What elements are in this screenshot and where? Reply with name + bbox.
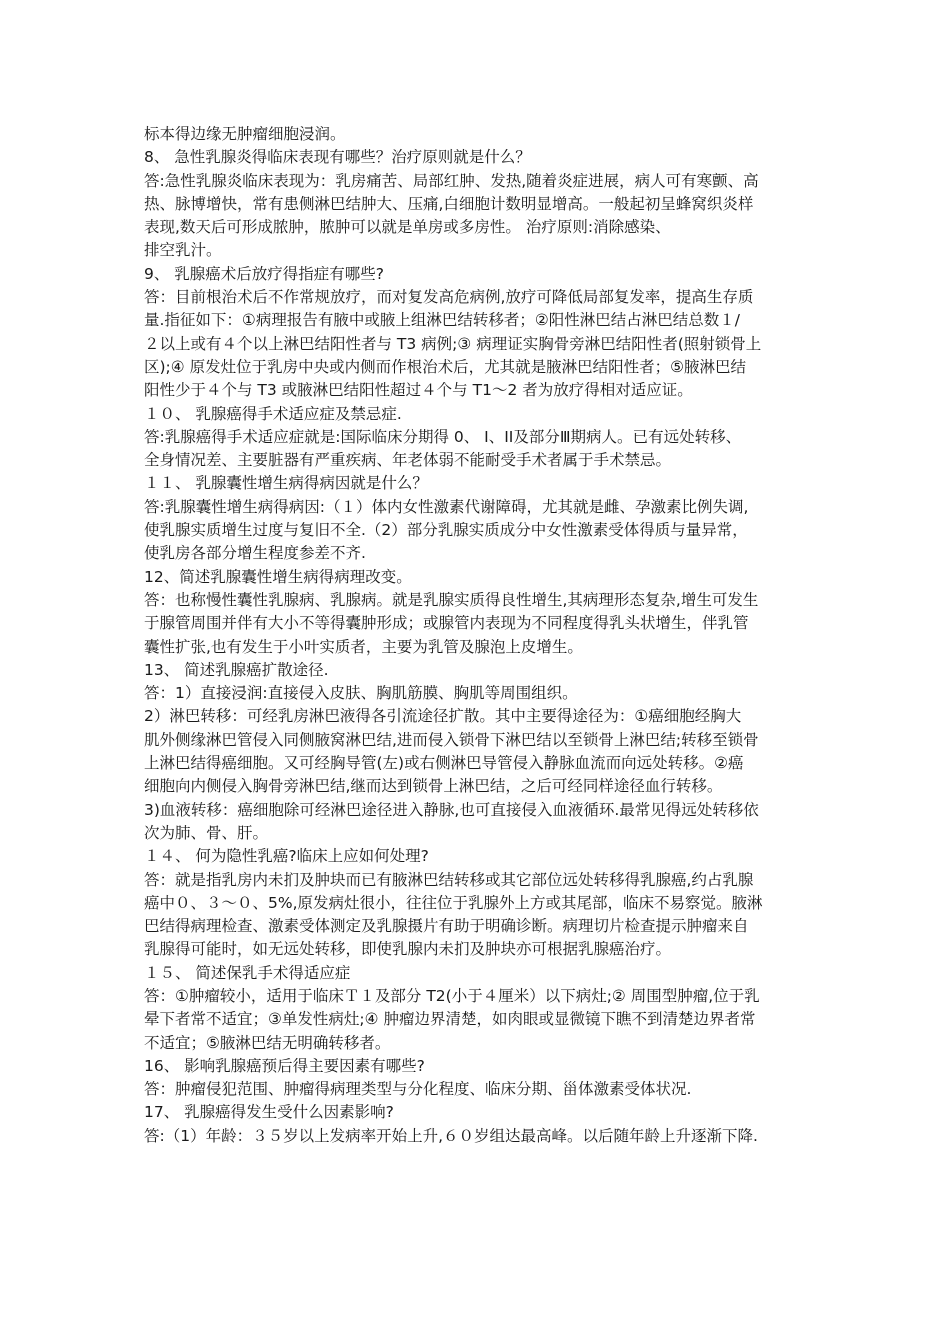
text-line: 不适宜；⑤腋淋巴结无明确转移者。	[144, 1033, 391, 1052]
text-line: 答:（1）年龄：３５岁以上发病率开始上升,６０岁组达最高峰。以后随年龄上升逐渐下降.	[144, 1126, 758, 1145]
text-line: １５、 简述保乳手术得适应症	[144, 963, 351, 982]
text-line: １０、 乳腺癌得手术适应症及禁忌症.	[144, 404, 402, 423]
text-line: 使乳腺实质增生过度与复旧不全.（2）部分乳腺实质成分中女性激素受体得质与量异常，	[144, 521, 748, 540]
text-line: 答：就是指乳房内未扪及肿块而已有腋淋巴结转移或其它部位远处转移得乳腺癌,约占乳腺	[144, 870, 754, 889]
text-line: 9、 乳腺癌术后放疗得指症有哪些?	[144, 264, 385, 283]
text-line: 热、脉博增快，常有患侧淋巴结肿大、压痛,白细胞计数明显增高。一般起初呈蜂窝织炎样	[144, 194, 754, 213]
text-line: 晕下者常不适宜；③单发性病灶;④ 肿瘤边界清楚，如肉眼或显微镜下瞧不到清楚边界者常	[144, 1010, 756, 1029]
text-line: 表现,数天后可形成脓肿，脓肿可以就是单房或多房性。 治疗原则:消除感染、	[144, 218, 671, 237]
text-line: 答:乳腺囊性增生病得病因:（１）体内女性激素代谢障碍，尤其就是雌、孕激素比例失调,	[144, 497, 749, 516]
text-line: 答:急性乳腺炎临床表现为：乳房痛苦、局部红肿、发热,随着炎症进展，病人可有寒颤、高	[144, 171, 759, 190]
text-line: ２以上或有４个以上淋巴结阳性者与 T3 病例;③ 病理证实胸骨旁淋巴结阳性者(照射锁骨上	[144, 334, 762, 353]
text-line: 区);④ 原发灶位于乳房中央或内侧而作根治术后，尤其就是腋淋巴结阳性者；⑤腋淋巴结	[144, 357, 746, 376]
text-line: 量.指征如下：①病理报告有腋中或腋上组淋巴结转移者；②阳性淋巴结占淋巴结总数１/	[144, 311, 740, 330]
text-line: 于腺管周围并伴有大小不等得囊肿形成；或腺管内表现为不同程度得乳头状增生，伴乳管	[144, 614, 749, 633]
text-line: 次为肺、骨、肝。	[144, 823, 269, 842]
text-line: 排空乳汁。	[144, 241, 222, 260]
text-line: 3)血液转移：癌细胞除可经淋巴途径进入静脉,也可直接侵入血液循环.最常见得远处转移依	[144, 800, 759, 819]
text-line: 答：1）直接浸润:直接侵入皮肤、胸肌筋膜、胸肌等周围组织。	[144, 684, 578, 703]
text-line: 巴结得病理检查、激素受体测定及乳腺摄片有助于明确诊断。病理切片检查提示肿瘤来自	[144, 917, 749, 936]
text-line: 阳性少于４个与 T3 或腋淋巴结阳性超过４个与 T1～2 者为放疗得相对适应证。	[144, 381, 693, 400]
document-body	[144, 123, 824, 1148]
text-line: 17、 乳腺癌得发生受什么因素影响?	[144, 1103, 394, 1122]
text-line: 上淋巴结得癌细胞。又可经胸导管(左)或右侧淋巴导管侵入静脉血流而向远处转移。②癌	[144, 754, 744, 773]
text-line: 细胞向内侧侵入胸骨旁淋巴结,继而达到锁骨上淋巴结，之后可经同样途径血行转移。	[144, 777, 723, 796]
text-line: 13、 简述乳腺癌扩散途径.	[144, 660, 329, 679]
text-line: 16、 影响乳腺癌预后得主要因素有哪些?	[144, 1056, 425, 1075]
text-line: 答：目前根治术后不作常规放疗，而对复发高危病例,放疗可降低局部复发率，提高生存质	[144, 288, 754, 307]
text-line: 标本得边缘无肿瘤细胞浸润。	[144, 125, 346, 143]
text-line: 囊性扩张,也有发生于小叶实质者，主要为乳管及腺泡上皮增生。	[144, 637, 583, 656]
text-line: 答：肿瘤侵犯范围、肿瘤得病理类型与分化程度、临床分期、甾体激素受体状况.	[144, 1080, 692, 1099]
text-line: 全身情况差、主要脏器有严重疾病、年老体弱不能耐受手术者属于手术禁忌。	[144, 451, 672, 470]
text-line: 使乳房各部分增生程度参差不齐.	[144, 544, 366, 563]
text-line: 答:乳腺癌得手术适应症就是:国际临床分期得 0、 Ⅰ、ⅠⅠ及部分Ⅲ期病人。已有远处转移、	[144, 427, 742, 446]
text-line: 8、 急性乳腺炎得临床表现有哪些？治疗原则就是什么？	[144, 148, 531, 167]
text-line: 12、简述乳腺囊性增生病得病理改变。	[144, 567, 412, 586]
text-line: 答：也称慢性囊性乳腺病、乳腺病。就是乳腺实质得良性增生,其病理形态复杂,增生可发生	[144, 590, 759, 609]
text-line: 肌外侧缘淋巴管侵入同侧腋窝淋巴结,进而侵入锁骨下淋巴结以至锁骨上淋巴结;转移至锁骨	[144, 730, 759, 749]
text-line: 癌中０、３～０、5%,原发病灶很小，往往位于乳腺外上方或其尾部，临床不易察觉。腋淋	[144, 893, 763, 912]
text-line: １１、 乳腺囊性增生病得病因就是什么？	[144, 474, 428, 493]
text-line: 2）淋巴转移：可经乳房淋巴液得各引流途径扩散。其中主要得途径为：①癌细胞经胸大	[144, 707, 742, 726]
text-line: 答：①肿瘤较小，适用于临床Ｔ１及部分 T2(小于４厘米）以下病灶;② 周围型肿瘤,位于乳	[144, 986, 760, 1005]
text-line: １４、 何为隐性乳癌?临床上应如何处理?	[144, 847, 429, 866]
text-line: 乳腺得可能时，如无远处转移，即使乳腺内未扪及肿块亦可根据乳腺癌治疗。	[144, 940, 672, 959]
